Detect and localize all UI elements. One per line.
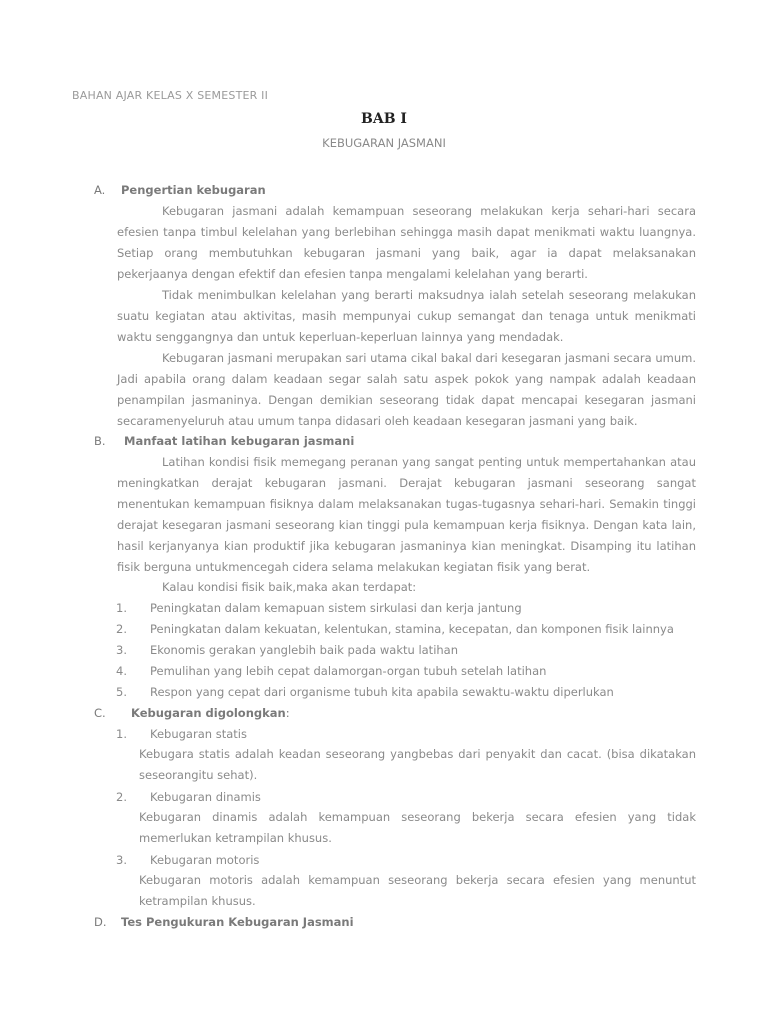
section-letter: D.	[94, 915, 107, 929]
list-number: 3.	[116, 853, 127, 867]
list-item-label: Kebugaran statis	[150, 727, 247, 741]
list-number: 1.	[116, 727, 127, 741]
section-title-colon: :	[285, 706, 290, 720]
list-item-description: Kebugaran dinamis adalah kemampuan seseorang bekerja secara efesien yang tidak memerlukan ketrampilan khusus.	[139, 810, 696, 845]
list-item-description: Kebugaran motoris adalah kemampuan seseorang bekerja secara efesien yang menuntut ketrampilan khusus.	[139, 873, 696, 908]
section-letter: A.	[94, 183, 106, 197]
paragraph: Kebugaran jasmani merupakan sari utama cikal bakal dari kesegaran jasmani secara umum. Jadi apabila orang dalam keadaan segar salah satu aspek pokok yang nampak adalah keadaan penampilan jasmaninya. Dengan demikian seseorang tidak dapat mencapai kesegaran jasmani secaramenyeluruh atau umum tanpa didasari oleh keadaan kesegaran jasmani yang baik.	[117, 351, 696, 428]
section-title: Pengertian kebugaran	[121, 183, 266, 197]
list-number: 3.	[116, 643, 127, 657]
list-number: 2.	[116, 622, 127, 636]
section-letter: C.	[94, 706, 106, 720]
list-item: Pemulihan yang lebih cepat dalamorgan-organ tubuh setelah latihan	[150, 664, 547, 678]
section-letter: B.	[94, 434, 106, 448]
running-head: BAHAN AJAR KELAS X SEMESTER II	[72, 89, 269, 102]
list-item: Peningkatan dalam kekuatan, kelentukan, stamina, kecepatan, dan komponen fisik lainnya	[150, 622, 674, 636]
list-number: 2.	[116, 790, 127, 804]
list-item: Respon yang cepat dari organisme tubuh kita apabila sewaktu-waktu diperlukan	[150, 685, 614, 699]
list-item-label: Kebugaran dinamis	[150, 790, 261, 804]
list-number: 5.	[116, 685, 127, 699]
list-number: 1.	[116, 601, 127, 615]
list-item: Peningkatan dalam kemapuan sistem sirkulasi dan kerja jantung	[150, 601, 522, 615]
list-item: Ekonomis gerakan yanglebih baik pada waktu latihan	[150, 643, 459, 657]
chapter-label: BAB I	[361, 111, 407, 127]
paragraph: Latihan kondisi fisik memegang peranan yang sangat penting untuk mempertahankan atau meningkatkan derajat kebugaran jasmani. Derajat kebugaran jasmani seseorang sangat menentukan kemampuan fisiknya dalam melaksanakan tugas-tugasnya sehari-hari. Semakin tinggi derajat kesegaran jasmani seseorang kian tinggi pula kemampuan kerja fisiknya. Dengan kata lain, hasil kerjanyanya kian produktif jika kebugaran jasmaninya kian meningkat. Disamping itu latihan fisik berguna untukmencegah cidera selama melakukan kegiatan fisik yang berat.	[117, 455, 696, 574]
list-number: 4.	[116, 664, 127, 678]
section-title: Tes Pengukuran Kebugaran Jasmani	[121, 915, 354, 929]
section-title: Manfaat latihan kebugaran jasmani	[124, 434, 355, 448]
paragraph: Kebugaran jasmani adalah kemampuan seseorang melakukan kerja sehari-hari secara efesien tanpa timbul kelelahan yang berlebihan sehingga masih dapat menikmati waktu luangnya. Setiap orang membutuhkan kebugaran jasmani yang baik, agar ia dapat melaksanakan pekerjaanya dengan efektif dan efesien tanpa mengalami kelelahan yang berarti.	[117, 204, 696, 281]
list-intro: Kalau kondisi fisik baik,maka akan terdapat:	[162, 580, 417, 594]
paragraph: Tidak menimbulkan kelelahan yang berarti maksudnya ialah setelah seseorang melakukan suatu kegiatan atau aktivitas, masih mempunyai cukup semangat dan tenaga untuk menikmati waktu senggangnya dan untuk keperluan-keperluan lainnya yang mendadak.	[117, 288, 696, 344]
list-item-label: Kebugaran motoris	[150, 853, 260, 867]
list-item-description: Kebugara statis adalah keadan seseorang yangbebas dari penyakit dan cacat. (bisa dikatakan seseorangitu sehat).	[139, 747, 696, 782]
chapter-title: KEBUGARAN JASMANI	[322, 136, 446, 150]
section-title: Kebugaran digolongkan	[131, 706, 286, 720]
